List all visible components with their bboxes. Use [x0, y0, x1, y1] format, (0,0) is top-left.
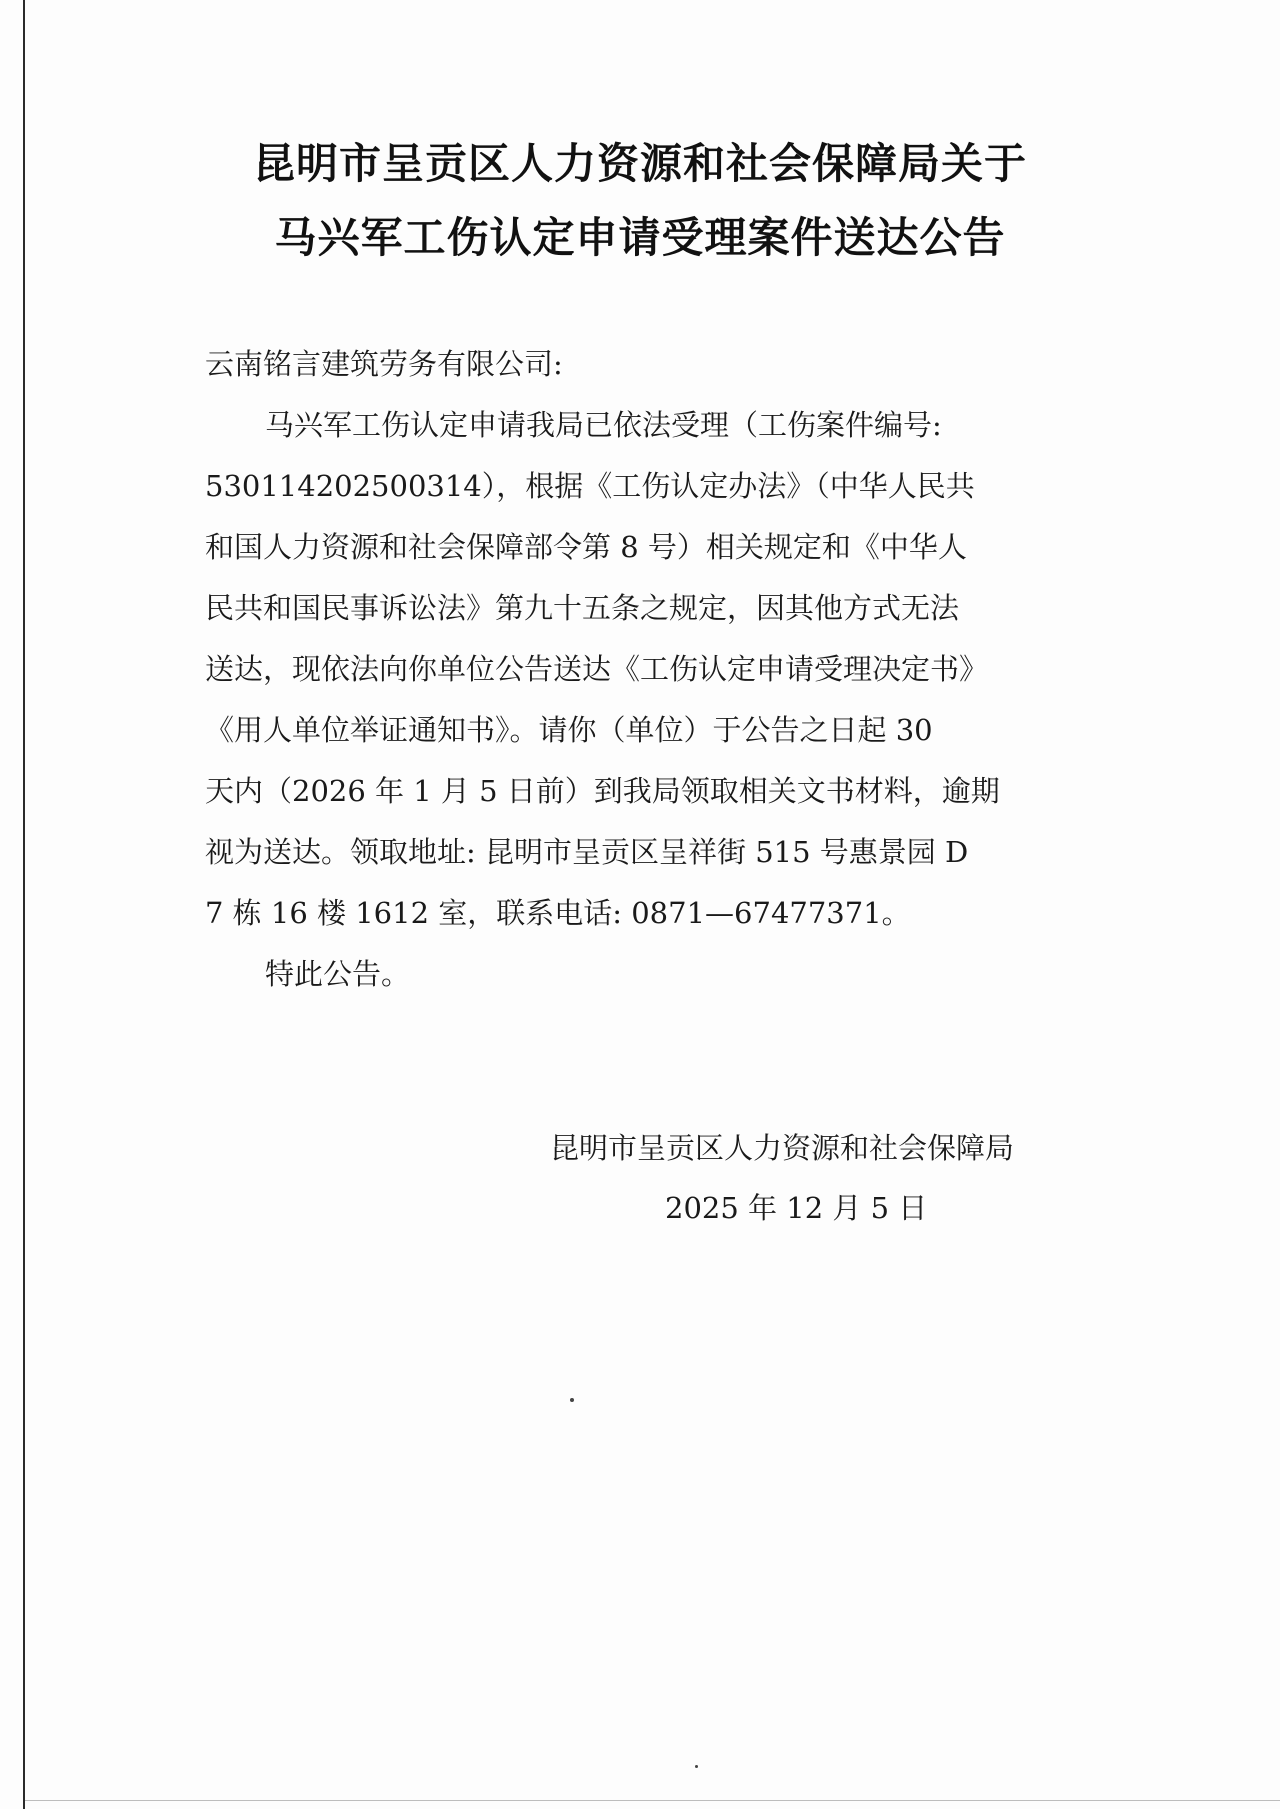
body-line: 视为送达。领取地址: 昆明市呈贡区呈祥街 515 号惠景园 D [205, 835, 969, 869]
scan-speck [695, 1765, 698, 1768]
body-line: 和国人力资源和社会保障部令第 8 号）相关规定和《中华人 [205, 530, 967, 564]
body-line: 天内（2026 年 1 月 5 日前）到我局领取相关文书材料，逾期 [205, 774, 1000, 808]
scan-speck [570, 1398, 574, 1402]
body-line: 《用人单位举证通知书》。请你（单位）于公告之日起 30 [205, 713, 933, 747]
body-line: 送达，现依法向你单位公告送达《工伤认定申请受理决定书》 [205, 652, 989, 686]
signature-date: 2025 年 12 月 5 日 [665, 1191, 928, 1225]
body-line: 马兴军工伤认定申请我局已依法受理（工伤案件编号: [265, 408, 942, 442]
body-line: 民共和国民事诉讼法》第九十五条之规定，因其他方式无法 [205, 591, 960, 625]
signature-organization: 昆明市呈贡区人力资源和社会保障局 [550, 1131, 1015, 1165]
title-line-2: 马兴军工伤认定申请受理案件送达公告 [274, 213, 1006, 262]
body-line: 7 栋 16 楼 1612 室，联系电话: 0871—67477371。 [205, 896, 911, 930]
title-line-1: 昆明市呈贡区人力资源和社会保障局关于 [252, 139, 1027, 188]
scan-edge-line [23, 0, 25, 1809]
addressee: 云南铭言建筑劳务有限公司: [205, 347, 563, 381]
closing-text: 特此公告。 [265, 957, 411, 991]
body-line: 530114202500314），根据《工伤认定办法》（中华人民共 [205, 469, 975, 503]
scan-bottom-line [25, 1800, 1280, 1801]
